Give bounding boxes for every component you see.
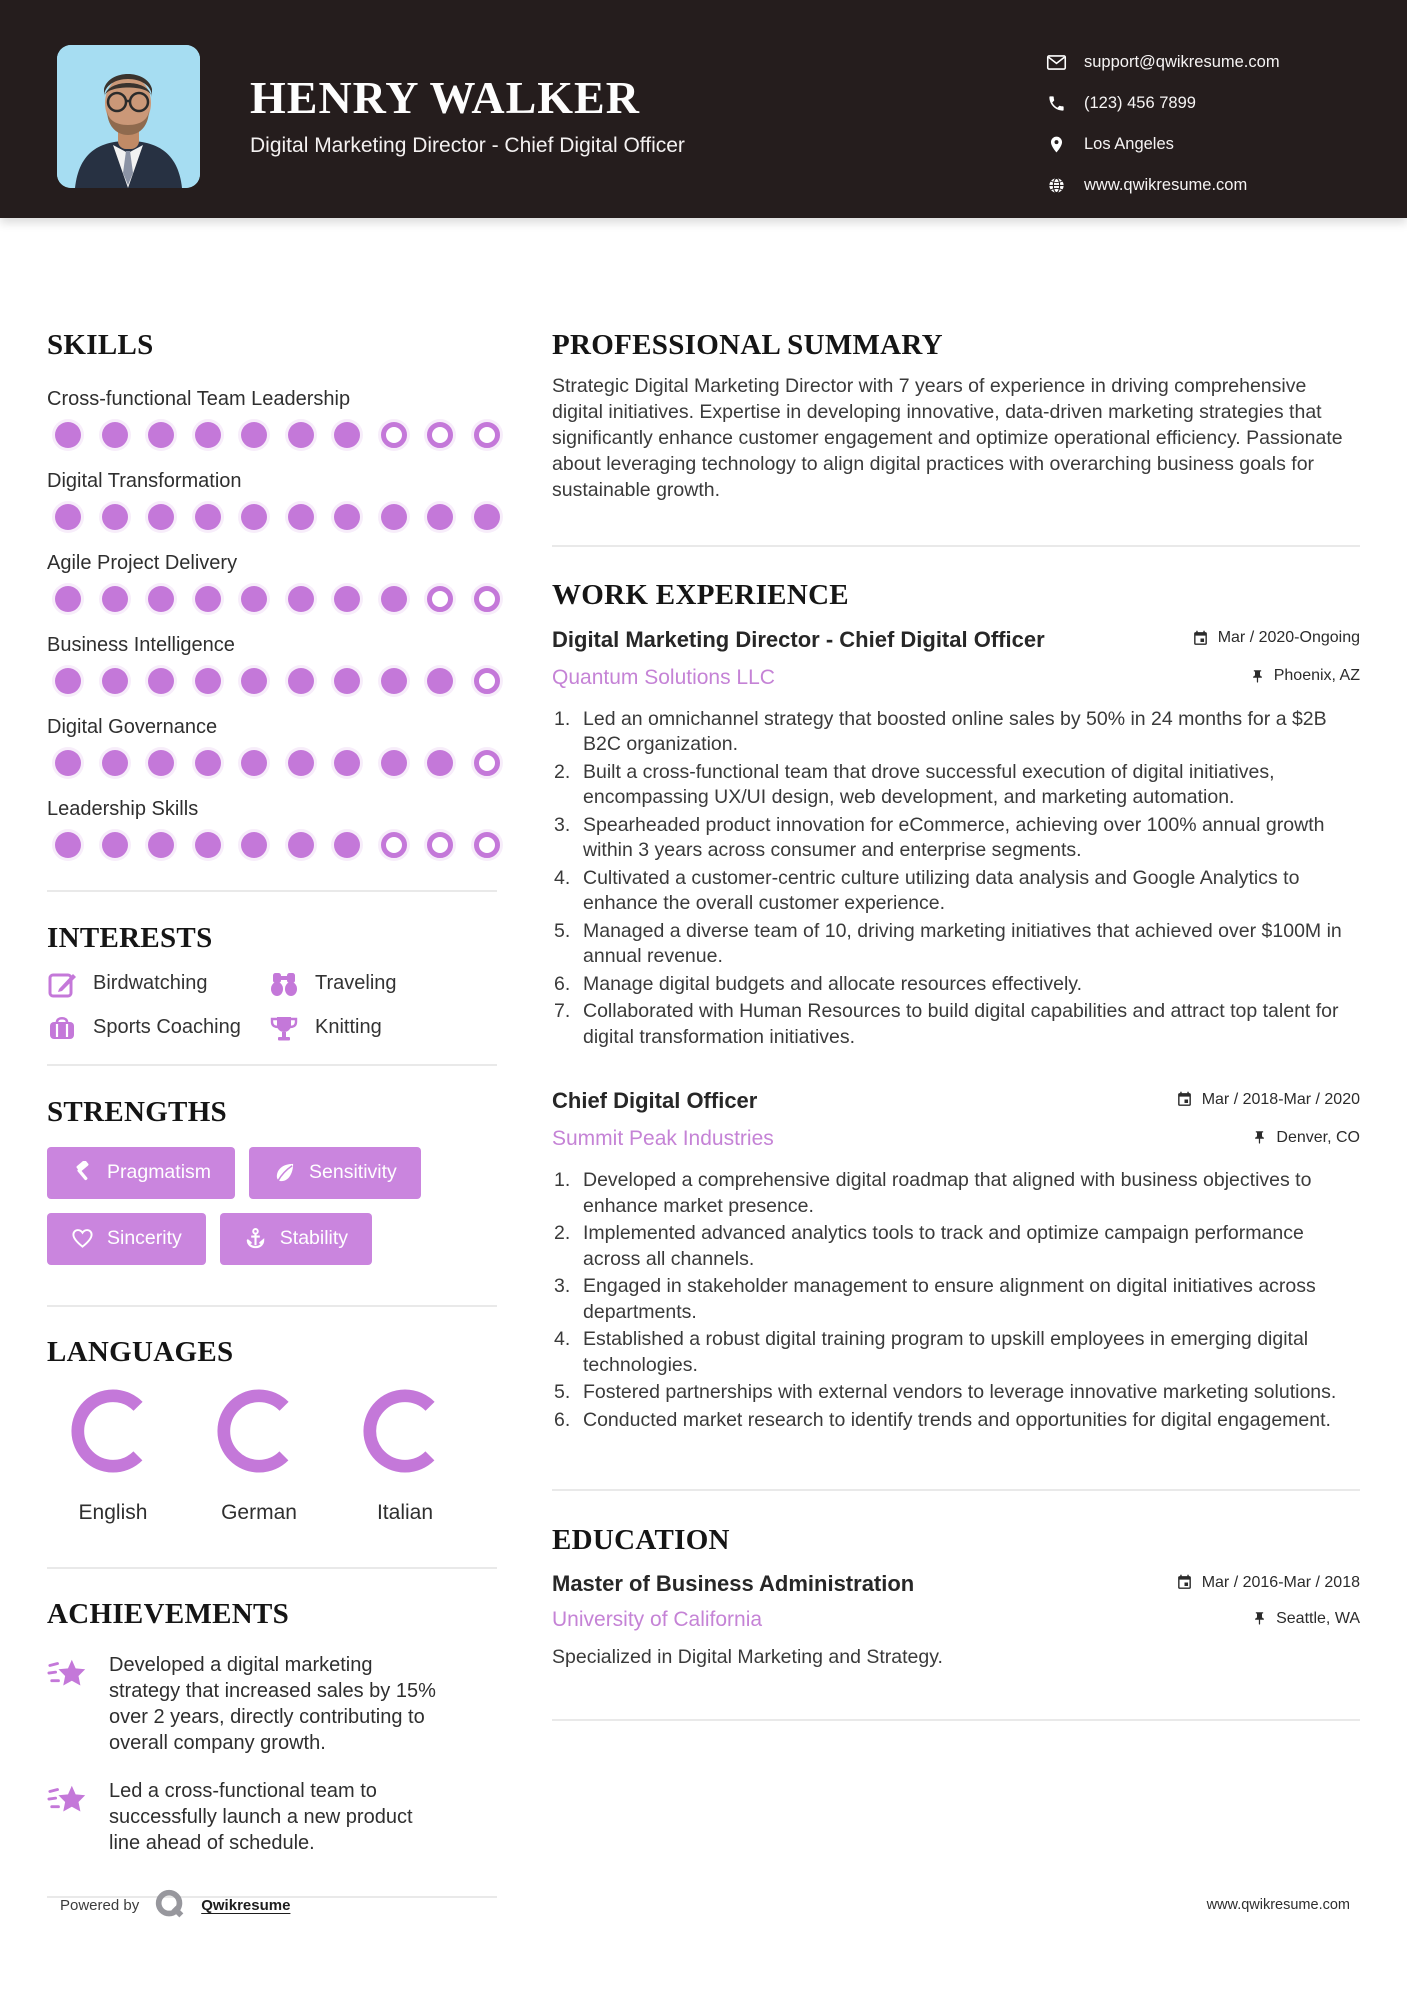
interest-item: [269, 969, 497, 999]
rating-dot-filled: [55, 750, 81, 776]
divider: [47, 1064, 497, 1066]
interest-item: [269, 1013, 497, 1043]
language-label: English: [78, 1500, 148, 1524]
job-subheader: [552, 666, 1360, 690]
rating-dot-filled: [195, 832, 221, 858]
education-heading: EDUCATION: [552, 1524, 730, 1557]
interest-label: Sports Coaching: [93, 1016, 241, 1039]
rating-dot-filled: [102, 750, 128, 776]
work-experience-heading: WORK EXPERIENCE: [552, 578, 849, 611]
achievement-text: Led a cross-functional team to successfully launch a new product line ahead of schedule.: [109, 1780, 413, 1855]
job-date: [1176, 1091, 1360, 1109]
skill-label: Leadership Skills: [47, 797, 199, 820]
shooting-star-icon: [47, 1780, 89, 1822]
rating-dot-filled: [55, 422, 81, 448]
rating-dot-filled: [195, 504, 221, 530]
rating-dot-filled: [55, 586, 81, 612]
profile-photo: [57, 45, 200, 188]
rating-dot-filled: [241, 832, 267, 858]
powered-by-text: Powered by: [60, 1896, 140, 1914]
footer: [0, 1888, 1407, 1922]
skill-row: [47, 798, 497, 858]
strengths-heading: STRENGTHS: [47, 1095, 227, 1128]
languages-row: [47, 1387, 497, 1525]
job-bullet-list: [552, 707, 1360, 1051]
contact-email-text: support@qwikresume.com: [1084, 53, 1280, 71]
rating-dot-filled: [148, 668, 174, 694]
achievement-text: Developed a digital marketing strategy that increased sales by 15% over 2 years, directly contributing to overall company growth.: [109, 1654, 436, 1755]
rating-dot-filled: [288, 668, 314, 694]
edit-icon: [47, 969, 77, 999]
pushpin-icon: [1252, 1611, 1267, 1626]
achievement-item: [47, 1652, 497, 1756]
education-date-text: Mar / 2016-Mar / 2018: [1201, 1573, 1360, 1591]
strength-pill: [47, 1213, 206, 1265]
languages-heading: LANGUAGES: [47, 1335, 234, 1368]
skill-label: Digital Transformation: [47, 469, 242, 492]
job-location: [1250, 667, 1360, 685]
education-date: [1176, 1574, 1360, 1592]
education-location: [1252, 1610, 1360, 1628]
skill-row: [47, 716, 497, 776]
rating-dot-filled: [288, 504, 314, 530]
skill-row: [47, 470, 497, 530]
rating-dot-filled: [55, 504, 81, 530]
rating-dot-filled: [241, 750, 267, 776]
achievements-heading: ACHIEVEMENTS: [47, 1597, 290, 1630]
strength-label: Sensitivity: [309, 1161, 397, 1184]
rating-dot-filled: [288, 832, 314, 858]
rating-dot-filled: [102, 422, 128, 448]
interest-label: Traveling: [315, 972, 397, 995]
job-location-text: Phoenix, AZ: [1273, 667, 1360, 685]
job-date: [1192, 629, 1360, 647]
skill-rating-dots: [47, 504, 497, 530]
job-location: [1252, 1129, 1360, 1147]
contact-website: [1046, 175, 1280, 196]
skill-label: Cross-functional Team Leadership: [47, 387, 351, 410]
anchor-icon: [244, 1227, 267, 1250]
job-bullet: Engaged in stakeholder management to ensure alignment on digital initiatives across departments.: [583, 1275, 1316, 1323]
qwikresume-logo-icon: [153, 1888, 187, 1922]
job-bullet: Managed a diverse team of 10, driving marketing initiatives that achieved over $100M in annual revenue.: [583, 919, 1342, 968]
job-bullet: Cultivated a customer-centric culture utilizing data analysis and Google Analytics to enhance the overall customer experience.: [583, 866, 1300, 915]
divider: [47, 1567, 497, 1569]
rating-dot-filled: [334, 504, 360, 530]
leaf-icon: [273, 1161, 296, 1184]
interests-grid: [47, 969, 497, 1043]
rating-dot-hollow: [474, 668, 500, 694]
rating-dot-filled: [195, 668, 221, 694]
language-ring-chart: [69, 1387, 157, 1475]
bag-icon: [47, 1013, 77, 1043]
job-bullet: Collaborated with Human Resources to build digital capabilities and attract top talent for digital transformation initiatives.: [583, 1000, 1339, 1048]
rating-dot-filled: [334, 750, 360, 776]
rating-dot-hollow: [474, 750, 500, 776]
education-subheader: [552, 1608, 1360, 1632]
job-bullet: Led an omnichannel strategy that boosted online sales by 50% in 24 months for a $2B B2C organization.: [583, 707, 1327, 756]
rating-dot-hollow: [474, 422, 500, 448]
profile-photo-illustration: [57, 45, 200, 188]
job-bullet-list: [552, 1168, 1360, 1433]
job-bullet: Spearheaded product innovation for eCommerce, achieving over 100% annual growth within 3 years across consumer and enterprise segments.: [583, 813, 1325, 862]
contact-phone-text: (123) 456 7899: [1084, 94, 1196, 112]
strength-label: Sincerity: [107, 1227, 182, 1250]
job-bullet: Implemented advanced analytics tools to track and optimize campaign performance across all channels.: [583, 1222, 1304, 1270]
divider: [47, 1305, 497, 1307]
globe-icon: [1046, 175, 1067, 196]
interest-label: Knitting: [315, 1016, 382, 1039]
email-icon: [1046, 52, 1067, 73]
contact-phone: [1046, 93, 1280, 114]
skill-row: [47, 388, 497, 448]
education-location-text: Seattle, WA: [1276, 1609, 1360, 1627]
school-name: University of California: [552, 1608, 763, 1632]
interest-label: Birdwatching: [93, 972, 208, 995]
interests-heading: INTERESTS: [47, 921, 213, 954]
contact-email: [1046, 52, 1280, 73]
job-header: [552, 1088, 1360, 1114]
calendar-icon: [1176, 1091, 1193, 1108]
rating-dot-filled: [427, 668, 453, 694]
company-name: Summit Peak Industries: [552, 1127, 774, 1151]
strength-label: Pragmatism: [107, 1161, 212, 1184]
skill-label: Business Intelligence: [47, 633, 235, 656]
strength-label: Stability: [279, 1227, 349, 1250]
skill-rating-dots: [47, 750, 497, 776]
divider: [552, 1719, 1360, 1721]
contact-list: [1046, 52, 1280, 196]
header: [0, 0, 1407, 218]
language-label: German: [221, 1500, 297, 1524]
skill-rating-dots: [47, 586, 497, 612]
rating-dot-filled: [334, 586, 360, 612]
rating-dot-filled: [288, 422, 314, 448]
main-content: [0, 218, 1407, 1898]
rating-dot-filled: [474, 504, 500, 530]
job-date-text: Mar / 2018-Mar / 2020: [1201, 1090, 1360, 1108]
rating-dot-hollow: [427, 832, 453, 858]
rating-dot-hollow: [474, 586, 500, 612]
degree-title: Master of Business Administration: [552, 1571, 915, 1597]
rating-dot-filled: [148, 422, 174, 448]
left-column: [47, 218, 497, 1898]
calendar-icon: [1192, 630, 1209, 647]
education-header: [552, 1571, 1360, 1597]
rating-dot-filled: [427, 750, 453, 776]
language-item: [68, 1387, 158, 1525]
rating-dot-filled: [148, 586, 174, 612]
binoculars-icon: [269, 969, 299, 999]
strengths-pills: [47, 1147, 467, 1265]
skill-row: [47, 634, 497, 694]
interest-item: [47, 1013, 269, 1043]
summary-text: Strategic Digital Marketing Director with 7 years of experience in driving comprehensive digital initiatives. Expertise in developing innovative, data-driven marketing strategies that significantly enhance customer engagement and optimize operational efficiency. Passionate about leveraging technology to align digital practices with overarching business goals for sustainable growth.: [552, 374, 1343, 501]
language-ring-chart: [361, 1387, 449, 1475]
rating-dot-filled: [241, 586, 267, 612]
education-note: Specialized in Digital Marketing and Strategy.: [552, 1646, 943, 1669]
rating-dot-filled: [55, 668, 81, 694]
rating-dot-filled: [427, 504, 453, 530]
rating-dot-filled: [195, 750, 221, 776]
language-item: [360, 1387, 450, 1525]
footer-site-text: www.qwikresume.com: [1206, 1897, 1350, 1913]
pushpin-icon: [1252, 1130, 1267, 1145]
rating-dot-filled: [381, 586, 407, 612]
strength-pill: [249, 1147, 421, 1199]
right-column: [552, 218, 1360, 1721]
divider: [552, 1489, 1360, 1491]
rating-dot-filled: [241, 422, 267, 448]
rating-dot-filled: [102, 586, 128, 612]
rating-dot-hollow: [474, 832, 500, 858]
rating-dot-filled: [334, 668, 360, 694]
interest-item: [47, 969, 269, 999]
rating-dot-filled: [55, 832, 81, 858]
candidate-name: HENRY WALKER: [250, 72, 640, 123]
contact-location: [1046, 134, 1280, 155]
job-title: Digital Marketing Director - Chief Digital Officer: [552, 626, 1045, 652]
qwikresume-link[interactable]: Qwikresume: [201, 1896, 291, 1914]
rating-dot-filled: [102, 832, 128, 858]
job-bullet: Conducted market research to identify trends and opportunities for digital engagement.: [583, 1408, 1331, 1431]
skill-label: Digital Governance: [47, 715, 218, 738]
job-bullet: Fostered partnerships with external vendors to leverage innovative marketing solutions.: [583, 1381, 1337, 1404]
candidate-title: Digital Marketing Director - Chief Digital Officer: [250, 134, 685, 158]
shooting-star-icon: [47, 1654, 89, 1696]
powered-by-block: [60, 1888, 290, 1922]
rating-dot-filled: [148, 504, 174, 530]
job-bullet: Manage digital budgets and allocate resources effectively.: [583, 972, 1083, 995]
rating-dot-filled: [381, 668, 407, 694]
summary-heading: PROFESSIONAL SUMMARY: [552, 329, 943, 361]
job-header: [552, 627, 1360, 653]
company-name: Quantum Solutions LLC: [552, 665, 775, 689]
rating-dot-filled: [195, 586, 221, 612]
language-item: [214, 1387, 304, 1525]
rating-dot-filled: [381, 750, 407, 776]
job-location-text: Denver, CO: [1276, 1128, 1360, 1146]
rating-dot-filled: [148, 750, 174, 776]
strength-pill: [47, 1147, 235, 1199]
strength-pill: [220, 1213, 372, 1265]
trophy-icon: [269, 1013, 299, 1043]
skill-rating-dots: [47, 422, 497, 448]
identity-block: [250, 74, 685, 158]
contact-location-text: Los Angeles: [1084, 135, 1174, 153]
rating-dot-filled: [102, 668, 128, 694]
rating-dot-filled: [241, 668, 267, 694]
rating-dot-filled: [288, 750, 314, 776]
skill-row: [47, 552, 497, 612]
job-subheader: [552, 1127, 1360, 1151]
rating-dot-filled: [195, 422, 221, 448]
language-ring-chart: [215, 1387, 303, 1475]
skill-rating-dots: [47, 832, 497, 858]
rating-dot-hollow: [381, 422, 407, 448]
rating-dot-filled: [334, 422, 360, 448]
divider: [552, 545, 1360, 547]
rating-dot-filled: [381, 504, 407, 530]
rating-dot-filled: [148, 832, 174, 858]
contact-website-text: www.qwikresume.com: [1084, 176, 1248, 194]
pushpin-icon: [1250, 669, 1265, 684]
language-label: Italian: [376, 1500, 434, 1524]
calendar-icon: [1176, 1574, 1193, 1591]
heart-icon: [71, 1227, 94, 1250]
rating-dot-filled: [241, 504, 267, 530]
skill-rating-dots: [47, 668, 497, 694]
rating-dot-filled: [334, 832, 360, 858]
rating-dot-filled: [102, 504, 128, 530]
rating-dot-hollow: [427, 422, 453, 448]
skills-heading: SKILLS: [47, 329, 154, 361]
rating-dot-filled: [288, 586, 314, 612]
job-bullet: Established a robust digital training program to upskill employees in emerging digital technologies.: [583, 1328, 1309, 1376]
location-icon: [1046, 134, 1067, 155]
job-title: Chief Digital Officer: [552, 1088, 758, 1114]
job-date-text: Mar / 2020-Ongoing: [1217, 629, 1360, 647]
hammer-icon: [71, 1161, 94, 1184]
divider: [47, 890, 497, 892]
skill-label: Agile Project Delivery: [47, 551, 238, 574]
rating-dot-hollow: [427, 586, 453, 612]
rating-dot-hollow: [381, 832, 407, 858]
job-bullet: Developed a comprehensive digital roadmap that aligned with business objectives to enhance market presence.: [583, 1169, 1312, 1217]
job-bullet: Built a cross-functional team that drove successful execution of digital initiatives, encompassing UX/UI design, web development, and marketing automation.: [583, 760, 1275, 809]
phone-icon: [1046, 93, 1067, 114]
achievement-item: [47, 1778, 497, 1856]
